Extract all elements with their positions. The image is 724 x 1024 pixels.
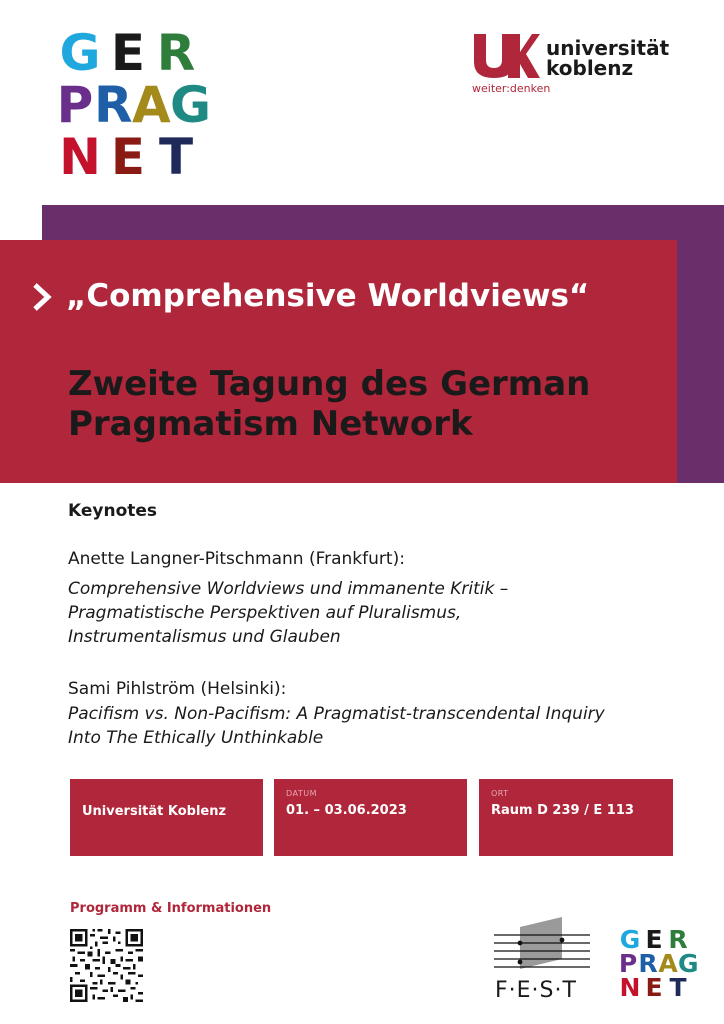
logo-row-1 — [56, 24, 216, 82]
date-value: 01. – 03.06.2023 — [286, 803, 407, 818]
speaker-name: Anette Langner-Pitschmann (Frankfurt): — [68, 549, 405, 569]
talk-title-line: Comprehensive Worldviews und immanente Kritik – — [68, 579, 509, 599]
logo-letter: T — [158, 128, 194, 186]
chevron-right-icon — [32, 282, 52, 312]
logo-letter: P — [618, 949, 638, 978]
talk-title-line: Instrumentalismus und Glauben — [68, 627, 341, 647]
logo-letter: E — [110, 24, 146, 82]
talk-title-line: Pacifism vs. Non-Pacifism: A Pragmatist-transcendental Inquiry — [68, 704, 605, 724]
speaker-name: Sami Pihlström (Helsinki): — [68, 679, 287, 699]
venue-box — [70, 779, 263, 856]
talk-title — [68, 702, 688, 750]
gerpragnet-logo — [56, 24, 216, 186]
talk-title-line: Pragmatistische Perspektiven auf Pluralismus, — [68, 603, 462, 623]
conference-subtitle: „Comprehensive Worldviews“ — [66, 278, 590, 314]
logo-letter: A — [132, 76, 171, 134]
date-box — [274, 779, 467, 856]
university-logo — [472, 34, 682, 96]
logo-letter: G — [59, 24, 101, 82]
room-value: Raum D 239 / E 113 — [491, 803, 634, 818]
conference-title — [68, 364, 668, 444]
talk-title-line: Into The Ethically Unthinkable — [68, 728, 324, 748]
logo-row-2 — [56, 76, 216, 134]
logo-row-3 — [618, 973, 708, 1002]
logo-row-3 — [56, 128, 216, 186]
date-label: DATUM — [286, 789, 318, 798]
logo-letter: N — [619, 973, 641, 1002]
logo-letter: T — [669, 973, 687, 1002]
room-label: ORT — [491, 789, 509, 798]
university-name — [546, 38, 669, 78]
logo-letter: A — [658, 949, 678, 978]
logo-letter: N — [59, 128, 101, 186]
university-name-line2: koblenz — [546, 56, 634, 80]
uk-mark-icon — [472, 34, 540, 78]
qr-code-icon[interactable] — [70, 929, 143, 1002]
venue-value: Universität Koblenz — [82, 804, 227, 819]
room-box — [479, 779, 673, 856]
logo-letter: R — [668, 925, 688, 954]
university-name-line1: universität — [546, 36, 670, 60]
program-info-link[interactable]: Programm & Informationen — [70, 901, 272, 916]
keynotes-heading: Keynotes — [68, 501, 158, 521]
logo-letter: R — [156, 24, 196, 82]
logo-letter: R — [638, 949, 658, 978]
logo-letter: E — [110, 128, 146, 186]
gerpragnet-logo-small — [618, 925, 708, 1002]
university-tagline: weiter:denken — [472, 82, 551, 95]
talk-title — [68, 577, 688, 649]
red-band — [0, 240, 677, 483]
conference-title-line2: Pragmatism Network — [68, 404, 473, 444]
conference-title-line1: Zweite Tagung des German — [68, 364, 591, 404]
logo-letter: G — [170, 76, 212, 134]
logo-letter: G — [619, 925, 641, 954]
logo-letter: E — [645, 925, 663, 954]
fest-text: F·E·S·T — [495, 978, 577, 1003]
logo-letter: E — [645, 973, 663, 1002]
logo-letter: G — [678, 949, 699, 978]
logo-letter: R — [94, 76, 133, 134]
logo-letter: P — [56, 76, 94, 134]
